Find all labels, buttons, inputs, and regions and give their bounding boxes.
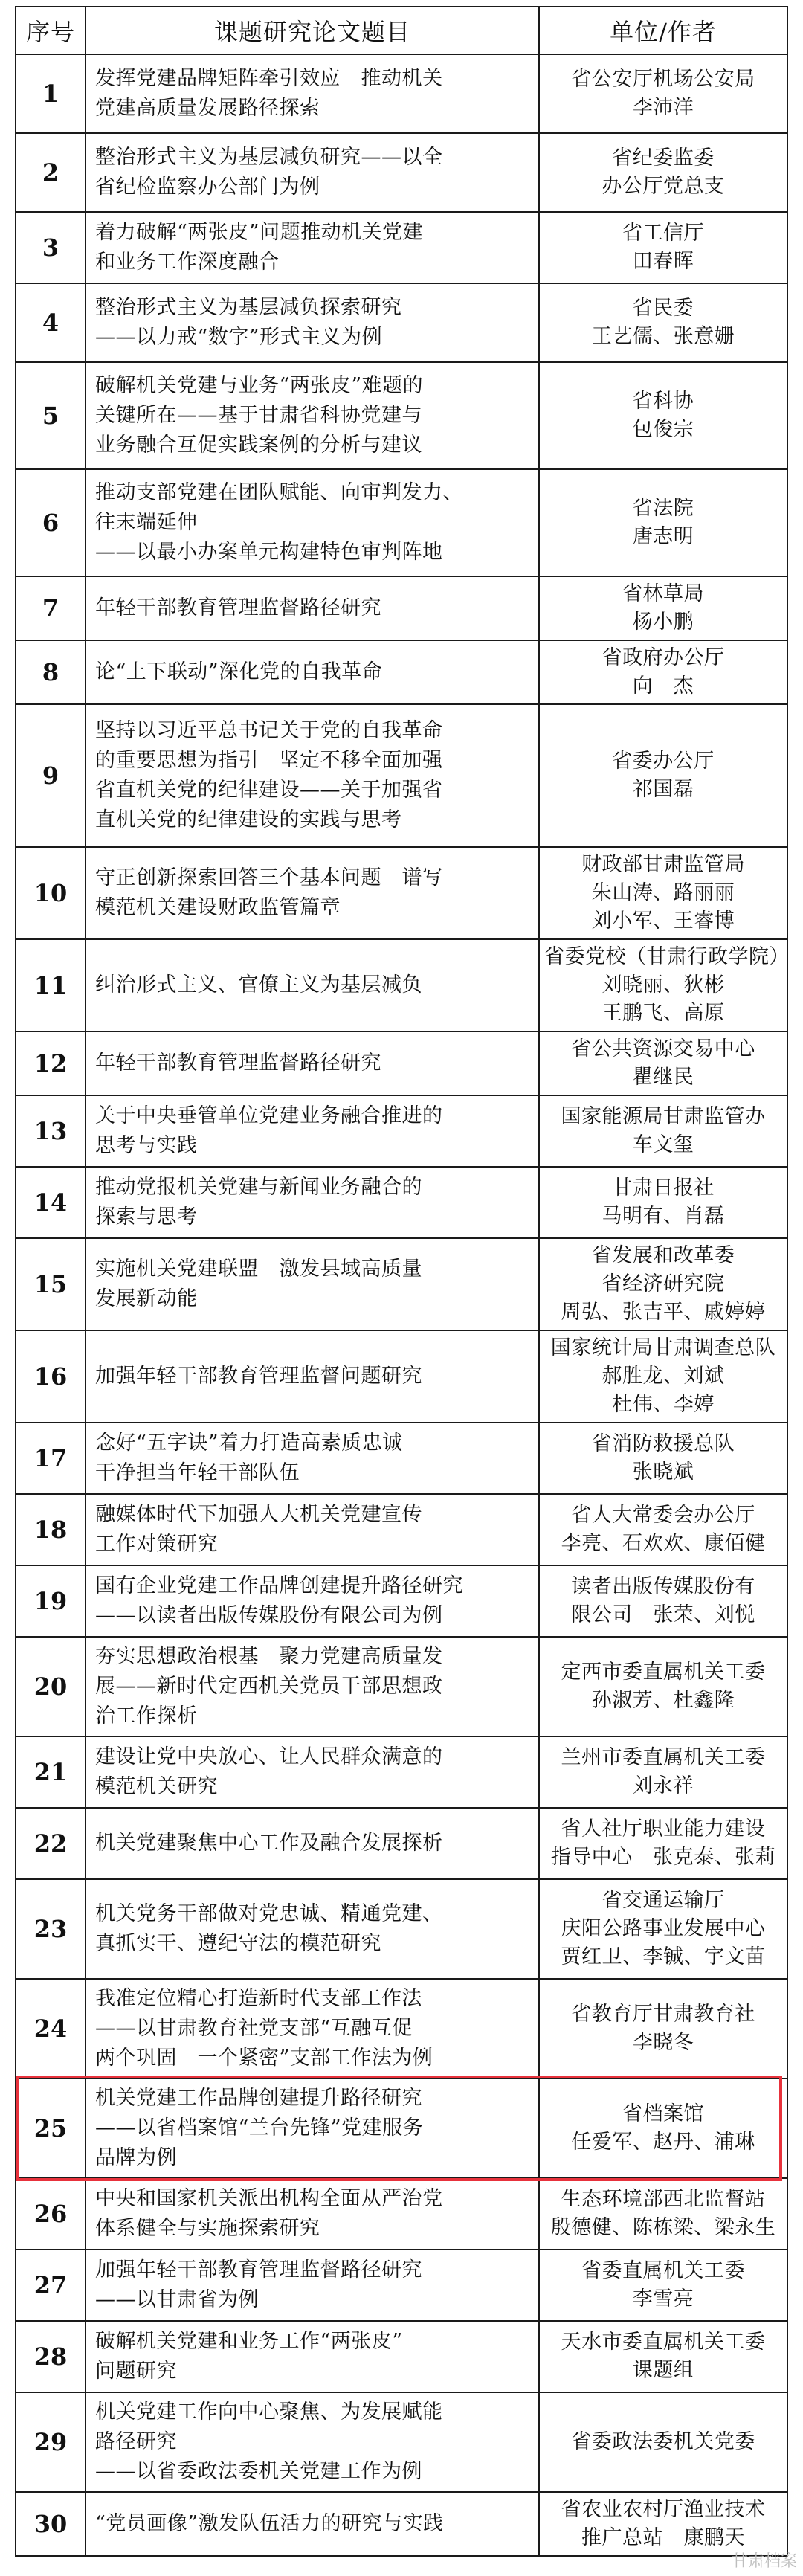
unit-author [539, 2078, 787, 2178]
table-row [16, 1238, 787, 1330]
paper-title [86, 1423, 539, 1494]
row-number: 1 [16, 54, 86, 133]
table-row [16, 212, 787, 283]
unit-author-line: 天水市委直属机关工委 [561, 2331, 766, 2354]
unit-author [539, 1565, 787, 1637]
paper-title-line: 年轻干部教育管理监督路径研究 [95, 1052, 381, 1075]
paper-title-line: 体系健全与实施探索研究 [95, 2217, 320, 2240]
paper-title-line: 守正创新探索回答三个基本问题 谱写 [95, 866, 443, 889]
unit-author [539, 283, 787, 362]
paper-title-line: 路径研究 [95, 2430, 177, 2453]
paper-title [86, 1736, 539, 1808]
paper-title [86, 2492, 539, 2556]
row-number: 9 [16, 704, 86, 847]
unit-author-line: 孙淑芳、杜鑫隆 [591, 1689, 735, 1712]
paper-title-line: 问题研究 [95, 2360, 177, 2383]
paper-title-line: “党员画像”激发队伍活力的研究与实践 [95, 2512, 444, 2535]
paper-title [86, 1494, 539, 1565]
table-row [16, 2321, 787, 2392]
paper-title [86, 576, 539, 640]
paper-title-line: 机关党建聚焦中心工作及融合发展探析 [95, 1832, 443, 1855]
unit-author [539, 1637, 787, 1736]
header-number: 序号 [16, 7, 86, 54]
table-row [16, 2250, 787, 2321]
paper-title-line: 展——新时代定西机关党员干部思想政 [95, 1675, 443, 1698]
unit-author-line: 省科协 [632, 390, 694, 413]
unit-author-line: 甘肃日报社 [612, 1176, 715, 1200]
table-row [16, 362, 787, 469]
unit-author [539, 362, 787, 469]
unit-author-line: 省委政法委机关党委 [571, 2430, 755, 2453]
unit-author-line: 任爱军、赵丹、浦琳 [571, 2131, 755, 2154]
paper-title [86, 1808, 539, 1879]
unit-author [539, 704, 787, 847]
paper-title-line: 念好“五字诀”着力打造高素质忠诚 [95, 1432, 403, 1455]
paper-title-line: 融媒体时代下加强人大机关党建宣传 [95, 1503, 422, 1526]
unit-author-line: 定西市委直属机关工委 [561, 1661, 766, 1684]
table-row [16, 1330, 787, 1423]
unit-author-line: 省公共资源交易中心 [571, 1037, 755, 1060]
paper-title-line: 省直机关党的纪律建设——关于加强省 [95, 779, 443, 802]
unit-author [539, 1423, 787, 1494]
unit-author-line: 唐志明 [632, 525, 694, 548]
row-number: 24 [16, 1979, 86, 2078]
paper-title [86, 2078, 539, 2178]
paper-title-line: 整治形式主义为基层减负研究——以全 [95, 146, 443, 169]
row-number: 30 [16, 2492, 86, 2556]
unit-author-line: 刘小军、王睿博 [591, 909, 735, 933]
unit-author-line: 王艺儒、张意姗 [591, 325, 735, 348]
row-number: 21 [16, 1736, 86, 1808]
row-number: 28 [16, 2321, 86, 2392]
paper-title [86, 2250, 539, 2321]
paper-title-line: 的重要思想为指引 坚定不移全面加强 [95, 749, 443, 772]
table-row [16, 1095, 787, 1167]
unit-author [539, 2392, 787, 2492]
unit-author-line: 省委党校（甘肃行政学院） [544, 945, 790, 968]
table-row [16, 2078, 787, 2178]
paper-title [86, 2321, 539, 2392]
paper-title-line: 我准定位精心打造新时代支部工作法 [95, 1987, 422, 2010]
unit-author-line: 马明有、肖磊 [602, 1205, 725, 1228]
unit-author-line: 田春晖 [632, 250, 694, 273]
unit-author-line: 办公厅党总支 [602, 175, 725, 198]
unit-author [539, 640, 787, 704]
unit-author-line: 国家能源局甘肃监管办 [561, 1105, 766, 1128]
paper-title-line: ——以读者出版传媒股份有限公司为例 [95, 1604, 443, 1627]
paper-title [86, 133, 539, 212]
row-number: 12 [16, 1031, 86, 1095]
paper-title-line: 着力破解“两张皮”问题推动机关党建 [95, 221, 424, 244]
unit-author-line: 瞿继民 [632, 1066, 694, 1089]
row-number: 3 [16, 212, 86, 283]
table-row [16, 54, 787, 133]
unit-author-line: 李晓冬 [632, 2031, 694, 2054]
paper-title-line: 纠治形式主义、官僚主义为基层减负 [95, 973, 422, 996]
unit-author-line: 省委直属机关工委 [581, 2259, 745, 2282]
unit-author-line: 省人社厅职业能力建设 [561, 1817, 766, 1841]
unit-author-line: 省经济研究院 [602, 1272, 725, 1295]
unit-author-line: 周弘、张吉平、戚婷婷 [561, 1301, 766, 1324]
unit-author-line: 兰州市委直属机关工委 [561, 1746, 766, 1769]
unit-author-line: 祁国磊 [632, 778, 694, 801]
unit-author-line: 财政部甘肃监管局 [581, 853, 745, 876]
paper-title-line: ——以力戒“数字”形式主义为例 [95, 326, 383, 349]
unit-author-line: 省林草局 [622, 582, 704, 605]
watermark: 甘肃档案 [731, 2552, 797, 2571]
unit-author-line: 省纪委监委 [612, 146, 715, 170]
table-body [16, 54, 790, 2556]
table-row [16, 283, 787, 362]
paper-title-line: 年轻干部教育管理监督路径研究 [95, 596, 381, 619]
paper-title-line: 思考与实践 [95, 1134, 198, 1157]
paper-title-line: 直机关党的纪律建设的实践与思考 [95, 808, 402, 831]
row-number: 14 [16, 1167, 86, 1238]
table-row [16, 1879, 787, 1979]
unit-author-line: 课题组 [632, 2359, 694, 2382]
paper-title [86, 847, 539, 939]
paper-title-line: ——以甘肃省为例 [95, 2288, 259, 2311]
unit-author [539, 1808, 787, 1879]
paper-title [86, 362, 539, 469]
row-number: 11 [16, 939, 86, 1031]
unit-author-line: 省法院 [632, 497, 694, 520]
paper-title-line: 真抓实干、遵纪守法的模范研究 [95, 1932, 381, 1955]
unit-author-line: 国家统计局甘肃调查总队 [550, 1336, 776, 1359]
paper-title-line: 机关党务干部做对党忠诚、精通党建、 [95, 1902, 443, 1925]
unit-author [539, 1979, 787, 2078]
table-row [16, 2392, 787, 2492]
unit-author-line: 省公安厅机场公安局 [571, 68, 755, 91]
row-number: 15 [16, 1238, 86, 1330]
unit-author-line: 省人大常委会办公厅 [571, 1504, 755, 1527]
row-number: 29 [16, 2392, 86, 2492]
unit-author [539, 939, 790, 1031]
paper-title [86, 640, 539, 704]
table-row [16, 1167, 787, 1238]
row-number: 13 [16, 1095, 86, 1167]
unit-author-line: 李亮、石欢欢、康佰健 [561, 1532, 766, 1555]
unit-author [539, 469, 787, 576]
paper-title [86, 1637, 539, 1736]
unit-author-line: 读者出版传媒股份有 [571, 1575, 755, 1598]
unit-author-line: 省委办公厅 [612, 750, 715, 773]
unit-author-line: 朱山涛、路丽丽 [591, 881, 735, 904]
table-row [16, 1637, 787, 1736]
table-row [16, 847, 787, 939]
paper-title [86, 1979, 539, 2078]
paper-title-line: 实施机关党建联盟 激发县域高质量 [95, 1258, 422, 1281]
unit-author [539, 847, 787, 939]
paper-title [86, 283, 539, 362]
header-author: 单位/作者 [539, 7, 787, 54]
unit-author-line: 省消防救援总队 [591, 1432, 735, 1455]
table-row [16, 576, 787, 640]
paper-title [86, 1095, 539, 1167]
paper-title-line: 模范机关建设财政监管篇章 [95, 896, 341, 919]
unit-author [539, 1736, 787, 1808]
row-number: 19 [16, 1565, 86, 1637]
paper-title-line: 品牌为例 [95, 2146, 177, 2169]
row-number: 26 [16, 2178, 86, 2250]
table-row [16, 1423, 787, 1494]
paper-title [86, 54, 539, 133]
paper-title [86, 1565, 539, 1637]
unit-author-line: 省档案馆 [622, 2102, 704, 2125]
paper-title [86, 1330, 539, 1423]
unit-author [539, 54, 787, 133]
unit-author-line: 省交通运输厅 [602, 1889, 725, 1912]
unit-author-line: 指导中心 张克泰、张莉 [550, 1846, 776, 1869]
unit-author-line: 刘晓丽、狄彬 [602, 973, 725, 996]
paper-title-line: 两个巩固 一个紧密”支部工作法为例 [95, 2047, 433, 2070]
paper-title-line: 中央和国家机关派出机构全面从严治党 [95, 2187, 443, 2210]
row-number: 7 [16, 576, 86, 640]
paper-title-line: ——以省委政法委机关党建工作为例 [95, 2460, 422, 2483]
paper-title-line: 往末端延伸 [95, 511, 198, 534]
paper-title [86, 704, 539, 847]
paper-title-line: 推动支部党建在团队赋能、向审判发力、 [95, 481, 463, 504]
paper-title-line: 和业务工作深度融合 [95, 251, 280, 274]
table-row [16, 1565, 787, 1637]
unit-author-line: 庆阳公路事业发展中心 [561, 1917, 766, 1940]
header-title: 课题研究论文题目 [86, 7, 539, 54]
unit-author [539, 1879, 787, 1979]
paper-title-line: 国有企业党建工作品牌创建提升路径研究 [95, 1574, 463, 1597]
paper-title-line: 模范机关研究 [95, 1775, 218, 1798]
paper-title-line: 破解机关党建与业务“两张皮”难题的 [95, 374, 424, 397]
paper-title-line: ——以最小办案单元构建特色审判阵地 [95, 541, 443, 564]
unit-author-line: 李雪亮 [632, 2287, 694, 2311]
table-row [16, 2178, 787, 2250]
paper-title-line: 省纪检监察办公部门为例 [95, 176, 320, 199]
unit-author-line: 省政府办公厅 [602, 646, 725, 669]
paper-title-line: 整治形式主义为基层减负探索研究 [95, 296, 402, 319]
table-row [16, 133, 787, 212]
unit-author-line: 杨小鹏 [632, 611, 694, 634]
table-row [16, 939, 787, 1031]
row-number: 17 [16, 1423, 86, 1494]
row-number: 25 [16, 2078, 86, 2178]
unit-author-line: 包俊宗 [632, 418, 694, 441]
paper-title-line: 推动党报机关党建与新闻业务融合的 [95, 1176, 422, 1199]
row-number: 2 [16, 133, 86, 212]
paper-title-line: 加强年轻干部教育管理监督路径研究 [95, 2258, 422, 2282]
unit-author-line: 省教育厅甘肃教育社 [571, 2003, 755, 2026]
row-number: 6 [16, 469, 86, 576]
unit-author-line: 郝胜龙、刘斌 [602, 1365, 725, 1388]
table-row [16, 469, 787, 576]
table-row [16, 1979, 787, 2078]
row-number: 8 [16, 640, 86, 704]
paper-title [86, 1238, 539, 1330]
unit-author-line: 限公司 张荣、刘悦 [571, 1603, 755, 1626]
paper-title-line: 关键所在——基于甘肃省科协党建与 [95, 404, 422, 427]
unit-author-line: 向 杰 [632, 674, 694, 698]
table-row [16, 640, 787, 704]
paper-title-line: 关于中央垂管单位党建业务融合推进的 [95, 1104, 443, 1127]
row-number: 18 [16, 1494, 86, 1565]
table-row [16, 1031, 787, 1095]
row-number: 22 [16, 1808, 86, 1879]
unit-author [539, 1031, 787, 1095]
unit-author-line: 省工信厅 [622, 222, 704, 245]
row-number: 23 [16, 1879, 86, 1979]
paper-title [86, 212, 539, 283]
unit-author-line: 车文玺 [632, 1133, 694, 1156]
row-number: 10 [16, 847, 86, 939]
unit-author [539, 2492, 787, 2556]
paper-title-line: 治工作探析 [95, 1704, 198, 1727]
unit-author-line: 杜伟、李婷 [612, 1393, 715, 1416]
unit-author [539, 1167, 787, 1238]
paper-title-line: 夯实思想政治根基 聚力党建高质量发 [95, 1645, 443, 1668]
paper-title-line: ——以甘肃教育社党支部“互融互促 [95, 2017, 413, 2040]
row-number: 16 [16, 1330, 86, 1423]
unit-author-line: 省发展和改革委 [591, 1244, 735, 1267]
paper-title [86, 2392, 539, 2492]
paper-title-line: 发展新动能 [95, 1287, 198, 1310]
paper-title-line: 党建高质量发展路径探索 [95, 97, 320, 120]
paper-title-line: 发挥党建品牌矩阵牵引效应 推动机关 [95, 67, 443, 90]
paper-title-line: 建设让党中央放心、让人民群众满意的 [95, 1745, 443, 1768]
unit-author [539, 212, 787, 283]
unit-author-line: 贾红卫、李铖、宇文苗 [561, 1945, 766, 1968]
table-row [16, 2492, 787, 2556]
paper-title [86, 469, 539, 576]
paper-title-line: 论“上下联动”深化党的自我革命 [95, 660, 383, 683]
unit-author [539, 1494, 787, 1565]
unit-author [539, 1330, 787, 1423]
paper-title-line: 坚持以习近平总书记关于党的自我革命 [95, 719, 443, 742]
unit-author-line: 生态环境部西北监督站 [561, 2188, 766, 2211]
paper-title [86, 1879, 539, 1979]
paper-title-line: 干净担当年轻干部队伍 [95, 1461, 300, 1484]
table-header-row [16, 7, 787, 54]
unit-author [539, 1238, 787, 1330]
paper-title-line: 加强年轻干部教育管理监督问题研究 [95, 1365, 422, 1388]
row-number: 4 [16, 283, 86, 362]
paper-title [86, 1031, 539, 1095]
unit-author-line: 省民委 [632, 297, 694, 320]
paper-title-line: 机关党建工作向中心聚焦、为发展赋能 [95, 2400, 443, 2424]
unit-author-line: 殷德健、陈栋梁、梁永生 [550, 2216, 776, 2239]
row-number: 5 [16, 362, 86, 469]
row-number: 27 [16, 2250, 86, 2321]
paper-title-line: 工作对策研究 [95, 1533, 218, 1556]
unit-author [539, 2250, 787, 2321]
unit-author-line: 张晓斌 [632, 1461, 694, 1484]
paper-title-line: 机关党建工作品牌创建提升路径研究 [95, 2087, 422, 2110]
research-topics-table [15, 6, 788, 2557]
paper-title-line: 破解机关党建和业务工作“两张皮” [95, 2330, 403, 2353]
table-row [16, 704, 787, 847]
unit-author [539, 133, 787, 212]
table-row [16, 1736, 787, 1808]
unit-author [539, 1095, 787, 1167]
row-number: 20 [16, 1637, 86, 1736]
paper-title-line: ——以省档案馆“兰台先锋”党建服务 [95, 2116, 424, 2139]
paper-title [86, 939, 539, 1031]
unit-author-line: 省农业农村厅渔业技术 [561, 2498, 766, 2521]
paper-title-line: 业务融合互促实践案例的分析与建议 [95, 434, 422, 457]
unit-author-line: 王鹏飞、高原 [602, 1002, 725, 1025]
paper-title [86, 2178, 539, 2250]
document-page [15, 6, 790, 2557]
paper-title-line: 探索与思考 [95, 1205, 198, 1229]
unit-author [539, 576, 787, 640]
unit-author-line: 李沛洋 [632, 96, 694, 119]
unit-author [539, 2321, 787, 2392]
table-row [16, 1808, 787, 1879]
unit-author [539, 2178, 787, 2250]
unit-author-line: 刘永祥 [632, 1774, 694, 1797]
table-row [16, 1494, 787, 1565]
unit-author-line: 推广总站 康鹏天 [581, 2526, 745, 2549]
paper-title [86, 1167, 539, 1238]
